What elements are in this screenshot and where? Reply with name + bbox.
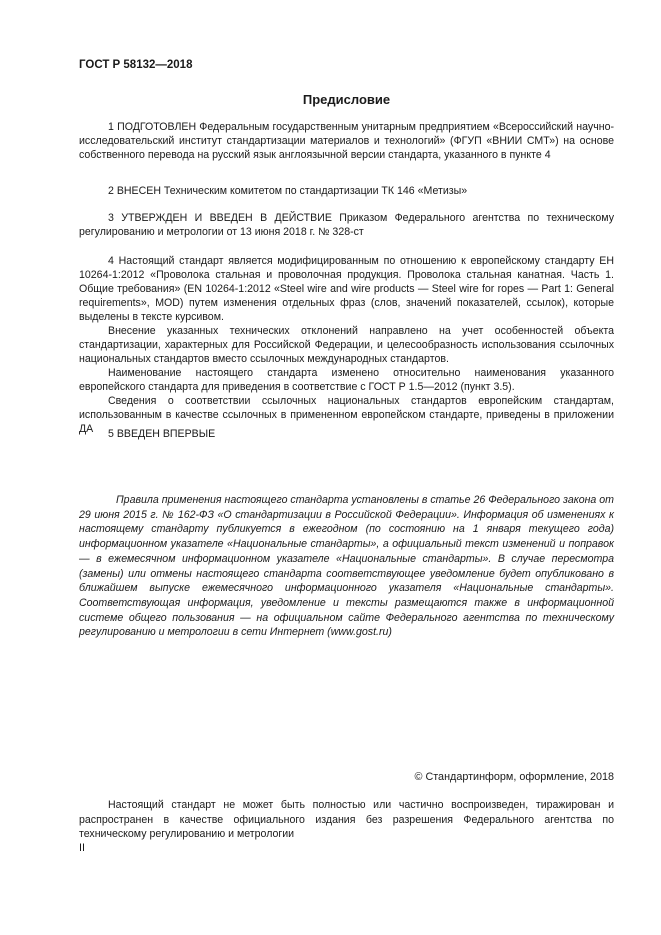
section-3 <box>79 211 614 239</box>
copyright-line: © Стандартинформ, оформление, 2018 <box>414 771 614 783</box>
standard-id: ГОСТ Р 58132—2018 <box>79 59 193 71</box>
section-4-paragraph-4: Сведения о соответствии ссылочных национальных стандартов европейским стандартам, использованным в качестве ссылочных в примененном европейском стандарте, приведены в приложении ДА <box>79 395 614 435</box>
page-title: Предисловие <box>302 92 391 107</box>
section-1-text: 1 ПОДГОТОВЛЕН Федеральным государственным унитарным предприятием «Всероссийский научно-исследовательский институт стандартизации материалов и технологий» (ФГУП «ВНИИ СМТ») на основе собственного перевода на русский язык англоязычной версии стандарта, указанного в пункте 4 <box>79 121 614 161</box>
section-4-paragraph-1: 4 Настоящий стандарт является модифицированным по отношению к европейскому стандарту ЕН 10264-1:2012 «Проволока стальная и проволочная продукция. Проволока стальная канатная. Часть 1. Общие требования» (EN 10264-1:2012 «Steel wire and wire products — Steel wire for ropes — Part 1: General requirements», MOD) путем изменения отдельных фраз (слов, значений показателей, ссылок), которые выделены в тексте курсивом. <box>79 255 614 323</box>
section-2-text: 2 ВНЕСЕН Техническим комитетом по стандартизации ТК 146 «Метизы» <box>108 185 468 197</box>
section-3-text: 3 УТВЕРЖДЕН И ВВЕДЕН В ДЕЙСТВИЕ Приказом Федерального агентства по техническому регулированию и метрологии от 13 июня 2018 г. № 328-ст <box>79 212 614 238</box>
section-4-paragraph-3: Наименование настоящего стандарта изменено относительно наименования указанного европейского стандарта для приведения в соответствие с ГОСТ Р 1.5—2012 (пункт 3.5). <box>79 367 614 393</box>
section-5-text: 5 ВВЕДЕН ВПЕРВЫЕ <box>108 428 216 440</box>
section-5 <box>79 427 614 441</box>
section-2 <box>79 184 614 198</box>
section-4-paragraph-2: Внесение указанных технических отклонений направлено на учет особенностей объекта стандартизации, характерных для Российской Федерации, и целесообразность использования ссылочных национальных стандартов вместо ссылочных международных стандартов. <box>79 325 614 365</box>
section-4 <box>79 254 614 436</box>
reproduction-notice: Настоящий стандарт не может быть полностью или частично воспроизведен, тиражирован и распространен в качестве официального издания без разрешения Федерального агентства по техническому регулированию и метрологии <box>79 799 614 840</box>
section-1 <box>79 120 614 162</box>
page-number: II <box>79 842 85 854</box>
standard-rules-note: Правила применения настоящего стандарта установлены в статье 26 Федерального закона от 29 июня 2015 г. № 162-ФЗ «О стандартизации в Российской Федерации». Информация об изменениях к настоящему стандарту публикуется в ежегодном (по состоянию на 1 января текущего года) информационном указателе «Национальные стандарты», а официальный текст изменений и поправок — в ежемесячном информационном указателе «Национальные стандарты». В случае пересмотра (замены) или отмены настоящего стандарта соответствующее уведомление будет опубликовано в ближайшем выпуске ежемесячного информационного указателя «Национальные стандарты». Соответствующая информация, уведомление и тексты размещаются также в информационной системе общего пользования — на официальном сайте Федерального агентства по техническому регулированию и метрологии в сети Интернет (www.gost.ru) <box>79 494 614 639</box>
